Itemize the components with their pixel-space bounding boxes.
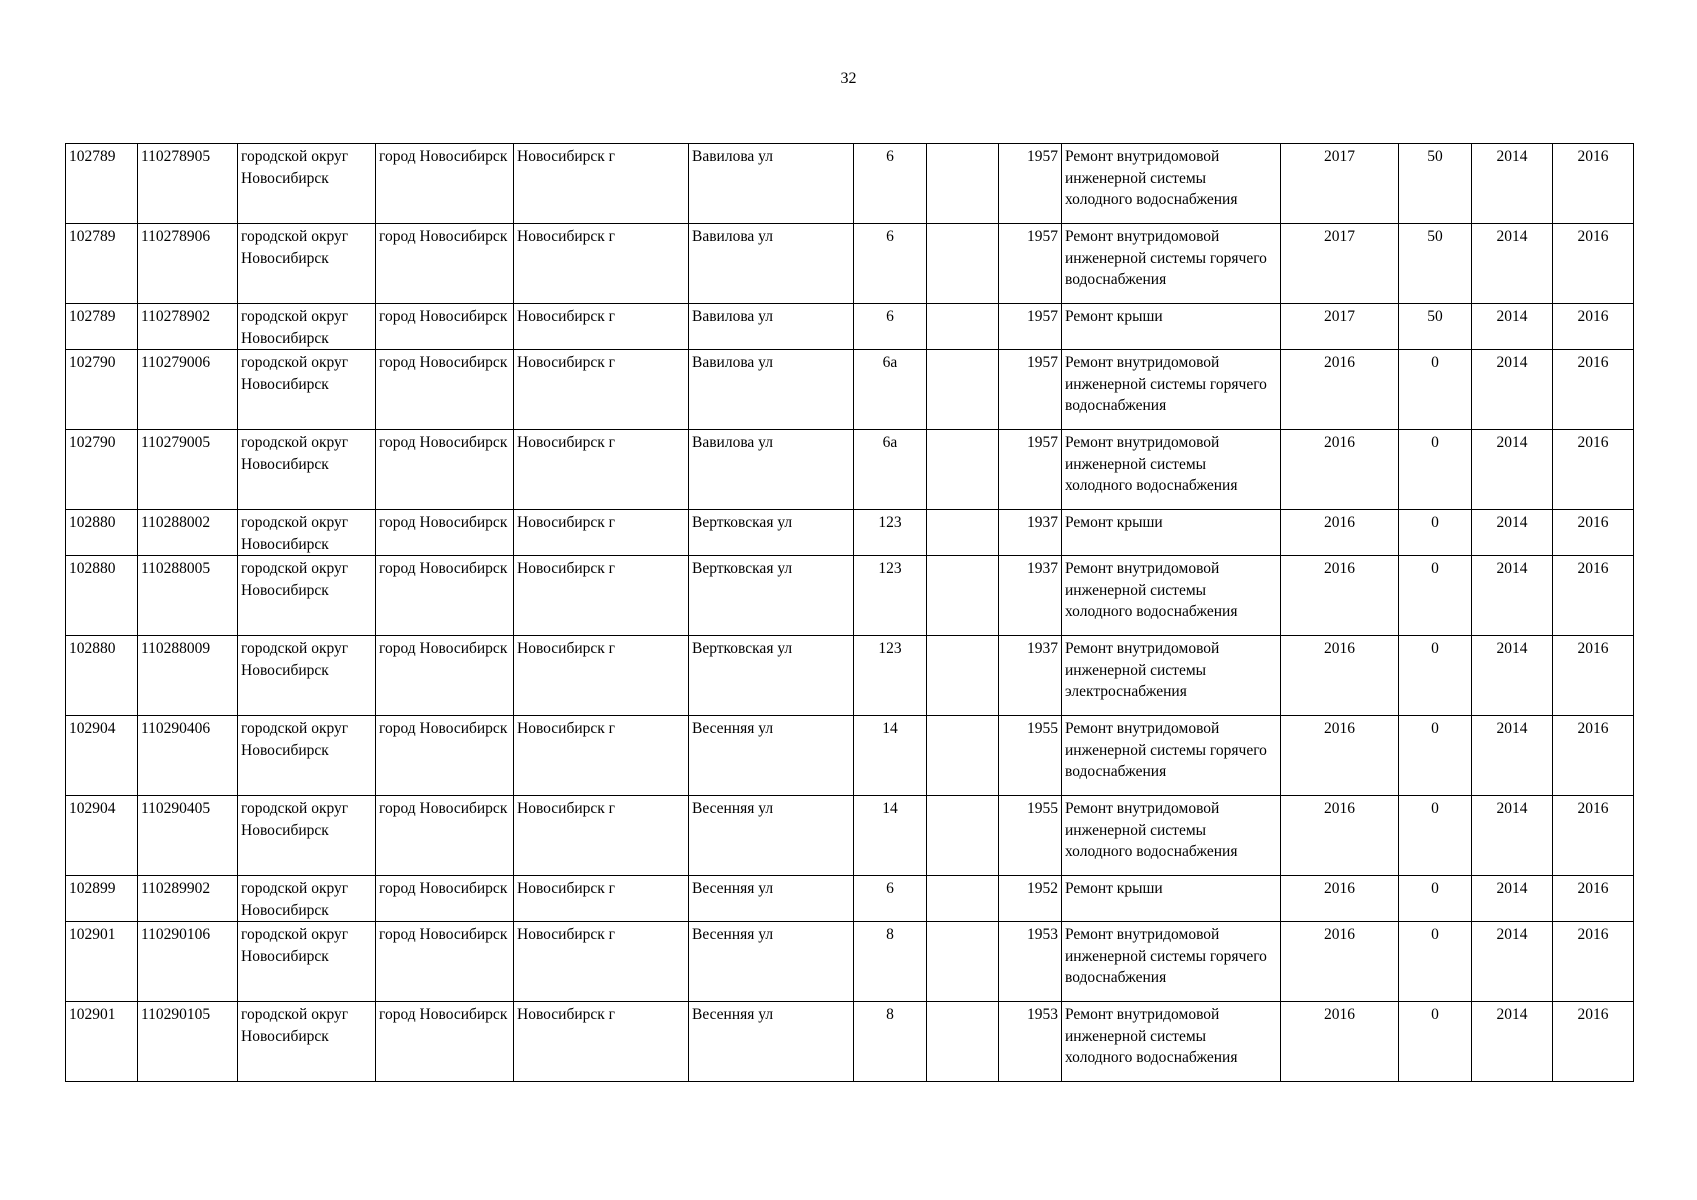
- cell-house-id: 102790: [66, 430, 138, 510]
- cell-wear-percent: 0: [1399, 922, 1472, 1002]
- cell-build-year: 1957: [999, 224, 1062, 304]
- cell-work-type: Ремонт внутридомовой инженерной системы горячего водоснабжения: [1062, 350, 1281, 430]
- table-row: [66, 636, 1634, 716]
- cell-period-start: 2014: [1472, 350, 1553, 430]
- cell-house-id: 102789: [66, 304, 138, 350]
- cell-settlement: город Новосибирск: [376, 796, 514, 876]
- cell-period-start: 2014: [1472, 556, 1553, 636]
- cell-settlement: город Новосибирск: [376, 144, 514, 224]
- table-row: [66, 350, 1634, 430]
- cell-building: [927, 1002, 999, 1082]
- table-row: [66, 922, 1634, 1002]
- cell-house-number: 123: [854, 556, 927, 636]
- cell-settlement: город Новосибирск: [376, 224, 514, 304]
- cell-city: Новосибирск г: [514, 224, 689, 304]
- cell-building: [927, 510, 999, 556]
- cell-building: [927, 224, 999, 304]
- table-row: [66, 1002, 1634, 1082]
- cell-municipality: городской округ Новосибирск: [238, 304, 376, 350]
- cell-house-id: 102904: [66, 716, 138, 796]
- cell-wear-percent: 0: [1399, 876, 1472, 922]
- cell-municipality: городской округ Новосибирск: [238, 876, 376, 922]
- cell-wear-percent: 0: [1399, 430, 1472, 510]
- cell-build-year: 1937: [999, 556, 1062, 636]
- cell-building: [927, 876, 999, 922]
- cell-settlement: город Новосибирск: [376, 636, 514, 716]
- cell-city: Новосибирск г: [514, 556, 689, 636]
- cell-wear-percent: 0: [1399, 556, 1472, 636]
- cell-street: Вавилова ул: [689, 144, 854, 224]
- table-row: [66, 556, 1634, 636]
- cell-street: Вертковская ул: [689, 510, 854, 556]
- cell-wear-percent: 50: [1399, 224, 1472, 304]
- cell-build-year: 1957: [999, 144, 1062, 224]
- cell-street: Весенняя ул: [689, 922, 854, 1002]
- cell-work-type: Ремонт внутридомовой инженерной системы холодного водоснабжения: [1062, 556, 1281, 636]
- cell-wear-percent: 50: [1399, 144, 1472, 224]
- cell-planned-year: 2016: [1281, 430, 1399, 510]
- cell-period-start: 2014: [1472, 796, 1553, 876]
- cell-work-code: 110288009: [138, 636, 238, 716]
- cell-work-code: 110288002: [138, 510, 238, 556]
- cell-build-year: 1955: [999, 796, 1062, 876]
- cell-municipality: городской округ Новосибирск: [238, 636, 376, 716]
- cell-house-number: 6а: [854, 350, 927, 430]
- cell-planned-year: 2016: [1281, 556, 1399, 636]
- cell-street: Вавилова ул: [689, 224, 854, 304]
- cell-planned-year: 2016: [1281, 510, 1399, 556]
- cell-work-type: Ремонт внутридомовой инженерной системы электроснабжения: [1062, 636, 1281, 716]
- cell-settlement: город Новосибирск: [376, 876, 514, 922]
- cell-period-start: 2014: [1472, 510, 1553, 556]
- cell-house-id: 102901: [66, 1002, 138, 1082]
- cell-work-code: 110290106: [138, 922, 238, 1002]
- cell-street: Весенняя ул: [689, 1002, 854, 1082]
- cell-period-end: 2016: [1553, 1002, 1634, 1082]
- cell-building: [927, 556, 999, 636]
- cell-work-code: 110279005: [138, 430, 238, 510]
- cell-period-start: 2014: [1472, 876, 1553, 922]
- cell-street: Вертковская ул: [689, 636, 854, 716]
- cell-house-number: 14: [854, 716, 927, 796]
- cell-building: [927, 716, 999, 796]
- cell-work-type: Ремонт крыши: [1062, 876, 1281, 922]
- cell-planned-year: 2016: [1281, 636, 1399, 716]
- cell-work-type: Ремонт крыши: [1062, 304, 1281, 350]
- table-row: [66, 144, 1634, 224]
- cell-municipality: городской округ Новосибирск: [238, 796, 376, 876]
- cell-municipality: городской округ Новосибирск: [238, 510, 376, 556]
- cell-wear-percent: 0: [1399, 636, 1472, 716]
- cell-settlement: город Новосибирск: [376, 716, 514, 796]
- cell-municipality: городской округ Новосибирск: [238, 430, 376, 510]
- cell-period-end: 2016: [1553, 510, 1634, 556]
- cell-street: Вавилова ул: [689, 350, 854, 430]
- cell-build-year: 1957: [999, 304, 1062, 350]
- cell-period-start: 2014: [1472, 636, 1553, 716]
- cell-municipality: городской округ Новосибирск: [238, 224, 376, 304]
- cell-planned-year: 2016: [1281, 350, 1399, 430]
- cell-house-number: 123: [854, 510, 927, 556]
- cell-period-start: 2014: [1472, 144, 1553, 224]
- cell-municipality: городской округ Новосибирск: [238, 716, 376, 796]
- cell-building: [927, 304, 999, 350]
- cell-building: [927, 922, 999, 1002]
- cell-wear-percent: 0: [1399, 1002, 1472, 1082]
- cell-work-code: 110290405: [138, 796, 238, 876]
- cell-work-code: 110288005: [138, 556, 238, 636]
- cell-city: Новосибирск г: [514, 636, 689, 716]
- cell-city: Новосибирск г: [514, 144, 689, 224]
- cell-planned-year: 2016: [1281, 716, 1399, 796]
- cell-build-year: 1957: [999, 350, 1062, 430]
- cell-municipality: городской округ Новосибирск: [238, 556, 376, 636]
- cell-wear-percent: 0: [1399, 716, 1472, 796]
- cell-period-end: 2016: [1553, 556, 1634, 636]
- cell-planned-year: 2016: [1281, 1002, 1399, 1082]
- cell-work-code: 110278902: [138, 304, 238, 350]
- cell-work-type: Ремонт внутридомовой инженерной системы холодного водоснабжения: [1062, 796, 1281, 876]
- cell-build-year: 1955: [999, 716, 1062, 796]
- cell-work-code: 110278905: [138, 144, 238, 224]
- cell-house-number: 6: [854, 304, 927, 350]
- cell-municipality: городской округ Новосибирск: [238, 144, 376, 224]
- cell-build-year: 1937: [999, 636, 1062, 716]
- cell-period-end: 2016: [1553, 350, 1634, 430]
- cell-work-code: 110278906: [138, 224, 238, 304]
- cell-street: Вертковская ул: [689, 556, 854, 636]
- cell-period-start: 2014: [1472, 922, 1553, 1002]
- cell-house-number: 6а: [854, 430, 927, 510]
- cell-work-code: 110290105: [138, 1002, 238, 1082]
- cell-settlement: город Новосибирск: [376, 556, 514, 636]
- cell-work-type: Ремонт внутридомовой инженерной системы горячего водоснабжения: [1062, 922, 1281, 1002]
- cell-period-start: 2014: [1472, 224, 1553, 304]
- table-row: [66, 510, 1634, 556]
- cell-period-start: 2014: [1472, 1002, 1553, 1082]
- cell-period-start: 2014: [1472, 430, 1553, 510]
- cell-build-year: 1953: [999, 1002, 1062, 1082]
- cell-house-id: 102790: [66, 350, 138, 430]
- cell-city: Новосибирск г: [514, 350, 689, 430]
- cell-city: Новосибирск г: [514, 430, 689, 510]
- cell-city: Новосибирск г: [514, 510, 689, 556]
- cell-planned-year: 2017: [1281, 144, 1399, 224]
- cell-work-type: Ремонт внутридомовой инженерной системы горячего водоснабжения: [1062, 224, 1281, 304]
- cell-work-code: 110290406: [138, 716, 238, 796]
- cell-city: Новосибирск г: [514, 304, 689, 350]
- cell-municipality: городской округ Новосибирск: [238, 350, 376, 430]
- cell-building: [927, 636, 999, 716]
- cell-planned-year: 2017: [1281, 224, 1399, 304]
- cell-period-end: 2016: [1553, 224, 1634, 304]
- cell-wear-percent: 0: [1399, 796, 1472, 876]
- cell-city: Новосибирск г: [514, 922, 689, 1002]
- cell-work-code: 110289902: [138, 876, 238, 922]
- cell-build-year: 1957: [999, 430, 1062, 510]
- table-row: [66, 304, 1634, 350]
- cell-house-id: 102899: [66, 876, 138, 922]
- cell-house-id: 102904: [66, 796, 138, 876]
- cell-city: Новосибирск г: [514, 716, 689, 796]
- cell-work-type: Ремонт внутридомовой инженерной системы холодного водоснабжения: [1062, 1002, 1281, 1082]
- cell-house-number: 8: [854, 922, 927, 1002]
- cell-settlement: город Новосибирск: [376, 510, 514, 556]
- page-number: 32: [840, 70, 857, 87]
- cell-planned-year: 2017: [1281, 304, 1399, 350]
- cell-period-end: 2016: [1553, 430, 1634, 510]
- repair-program-table: [65, 143, 1634, 1082]
- cell-city: Новосибирск г: [514, 876, 689, 922]
- cell-planned-year: 2016: [1281, 876, 1399, 922]
- cell-house-number: 6: [854, 144, 927, 224]
- cell-street: Весенняя ул: [689, 716, 854, 796]
- cell-house-number: 8: [854, 1002, 927, 1082]
- cell-settlement: город Новосибирск: [376, 350, 514, 430]
- table-row: [66, 224, 1634, 304]
- cell-street: Весенняя ул: [689, 796, 854, 876]
- cell-work-type: Ремонт крыши: [1062, 510, 1281, 556]
- cell-wear-percent: 0: [1399, 510, 1472, 556]
- cell-building: [927, 350, 999, 430]
- cell-city: Новосибирск г: [514, 1002, 689, 1082]
- cell-settlement: город Новосибирск: [376, 1002, 514, 1082]
- cell-building: [927, 796, 999, 876]
- cell-city: Новосибирск г: [514, 796, 689, 876]
- cell-period-start: 2014: [1472, 716, 1553, 796]
- cell-house-id: 102880: [66, 510, 138, 556]
- cell-municipality: городской округ Новосибирск: [238, 922, 376, 1002]
- cell-house-id: 102880: [66, 636, 138, 716]
- cell-house-id: 102880: [66, 556, 138, 636]
- cell-build-year: 1953: [999, 922, 1062, 1002]
- cell-planned-year: 2016: [1281, 796, 1399, 876]
- cell-period-start: 2014: [1472, 304, 1553, 350]
- cell-work-code: 110279006: [138, 350, 238, 430]
- cell-work-type: Ремонт внутридомовой инженерной системы холодного водоснабжения: [1062, 144, 1281, 224]
- cell-period-end: 2016: [1553, 922, 1634, 1002]
- cell-house-number: 123: [854, 636, 927, 716]
- cell-period-end: 2016: [1553, 876, 1634, 922]
- cell-house-number: 14: [854, 796, 927, 876]
- cell-period-end: 2016: [1553, 144, 1634, 224]
- cell-planned-year: 2016: [1281, 922, 1399, 1002]
- cell-building: [927, 430, 999, 510]
- table-row: [66, 430, 1634, 510]
- cell-settlement: город Новосибирск: [376, 922, 514, 1002]
- cell-house-id: 102789: [66, 224, 138, 304]
- cell-period-end: 2016: [1553, 796, 1634, 876]
- cell-street: Вавилова ул: [689, 304, 854, 350]
- table-row: [66, 796, 1634, 876]
- cell-building: [927, 144, 999, 224]
- cell-build-year: 1952: [999, 876, 1062, 922]
- cell-work-type: Ремонт внутридомовой инженерной системы горячего водоснабжения: [1062, 716, 1281, 796]
- cell-street: Вавилова ул: [689, 430, 854, 510]
- cell-period-end: 2016: [1553, 716, 1634, 796]
- cell-settlement: город Новосибирск: [376, 430, 514, 510]
- cell-wear-percent: 0: [1399, 350, 1472, 430]
- cell-wear-percent: 50: [1399, 304, 1472, 350]
- cell-house-id: 102789: [66, 144, 138, 224]
- cell-house-number: 6: [854, 224, 927, 304]
- cell-street: Весенняя ул: [689, 876, 854, 922]
- cell-municipality: городской округ Новосибирск: [238, 1002, 376, 1082]
- table-row: [66, 716, 1634, 796]
- cell-period-end: 2016: [1553, 304, 1634, 350]
- cell-period-end: 2016: [1553, 636, 1634, 716]
- cell-house-number: 6: [854, 876, 927, 922]
- cell-settlement: город Новосибирск: [376, 304, 514, 350]
- cell-build-year: 1937: [999, 510, 1062, 556]
- cell-house-id: 102901: [66, 922, 138, 1002]
- cell-work-type: Ремонт внутридомовой инженерной системы холодного водоснабжения: [1062, 430, 1281, 510]
- table-row: [66, 876, 1634, 922]
